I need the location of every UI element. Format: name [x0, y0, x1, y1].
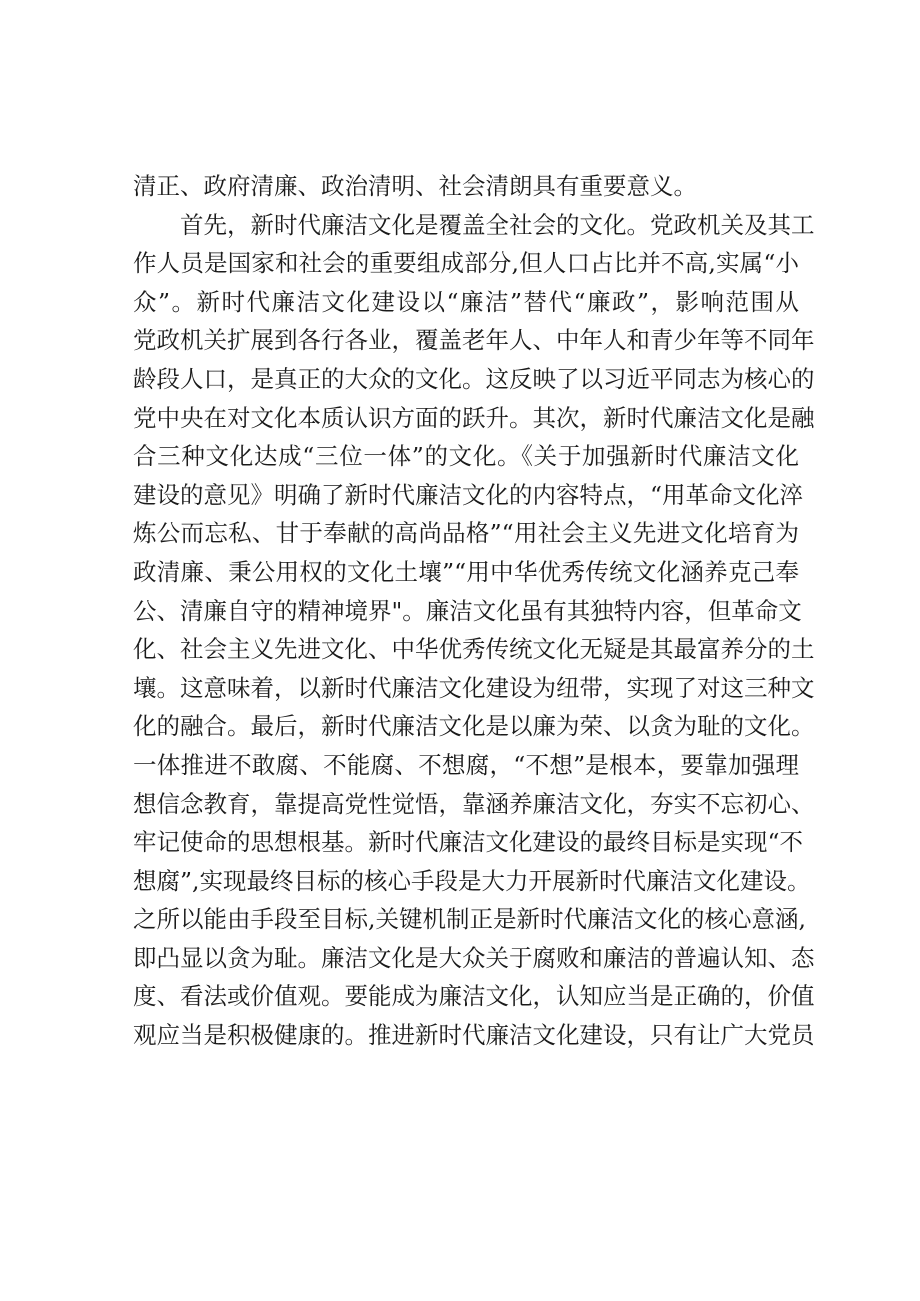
text-line: 化、社会主义先进文化、中华优秀传统文化无疑是其最富养分的土 [133, 635, 815, 664]
text-line: 清正、政府清廉、政治清明、社会清朗具有重要意义。 [133, 172, 697, 200]
paragraph-2 [133, 206, 815, 1055]
paragraph-1 [133, 167, 799, 206]
text-line: 牢记使命的思想根基。新时代廉洁文化建设的最终目标是实现“不 [133, 828, 804, 857]
text-line: 观应当是积极健康的。推进新时代廉洁文化建设，只有让广大党员 [133, 1021, 815, 1050]
text-line: 党政机关扩展到各行各业，覆盖老年人、中年人和青少年等不同年 [133, 326, 815, 355]
text-line: 建设的意见》明确了新时代廉洁文化的内容特点，“用革命文化淬 [133, 480, 804, 509]
text-line: 作人员是国家和社会的重要组成部分,但人口占比并不高,实属“小 [133, 249, 799, 278]
text-line: 即凸显以贪为耻。廉洁文化是大众关于腐败和廉洁的普遍认知、态 [133, 943, 815, 972]
document-body [133, 167, 815, 1055]
text-line: 一体推进不敢腐、不能腐、不想腐，“不想”是根本，要靠加强理 [133, 750, 799, 779]
text-line: 公、清廉自守的精神境界"。廉洁文化虽有其独特内容，但革命文 [133, 596, 802, 625]
text-line: 众”。新时代廉洁文化建设以“廉洁”替代“廉政”，影响范围从 [133, 287, 799, 316]
text-line: 想信念教育，靠提高党性觉悟，靠涵养廉洁文化，夯实不忘初心、 [133, 789, 815, 818]
text-line: 度、看法或价值观。要能成为廉洁文化，认知应当是正确的，价值 [133, 982, 815, 1011]
text-line: 之所以能由手段至目标,关键机制正是新时代廉洁文化的核心意涵, [133, 905, 806, 934]
text-line: 化的融合。最后，新时代廉洁文化是以廉为荣、以贪为耻的文化。 [133, 712, 815, 741]
text-line: 合三种文化达成“三位一体”的文化。《关于加强新时代廉洁文化 [133, 442, 799, 471]
text-line: 壤。这意味着，以新时代廉洁文化建设为纽带，实现了对这三种文 [133, 673, 815, 702]
text-line: 政清廉、秉公用权的文化土壤”“用中华优秀传统文化涵养克己奉 [133, 557, 799, 586]
text-line: 龄段人口，是真正的大众的文化。这反映了以习近平同志为核心的 [133, 364, 815, 393]
text-line: 炼公而忘私、甘于奉献的高尚品格”“用社会主义先进文化培育为 [133, 519, 799, 548]
text-line: 党中央在对文化本质认识方面的跃升。其次，新时代廉洁文化是融 [133, 403, 815, 432]
text-line: 想腐”,实现最终目标的核心手段是大力开展新时代廉洁文化建设。 [133, 866, 811, 895]
text-line: 首先，新时代廉洁文化是覆盖全社会的文化。党政机关及其工 [180, 210, 815, 239]
